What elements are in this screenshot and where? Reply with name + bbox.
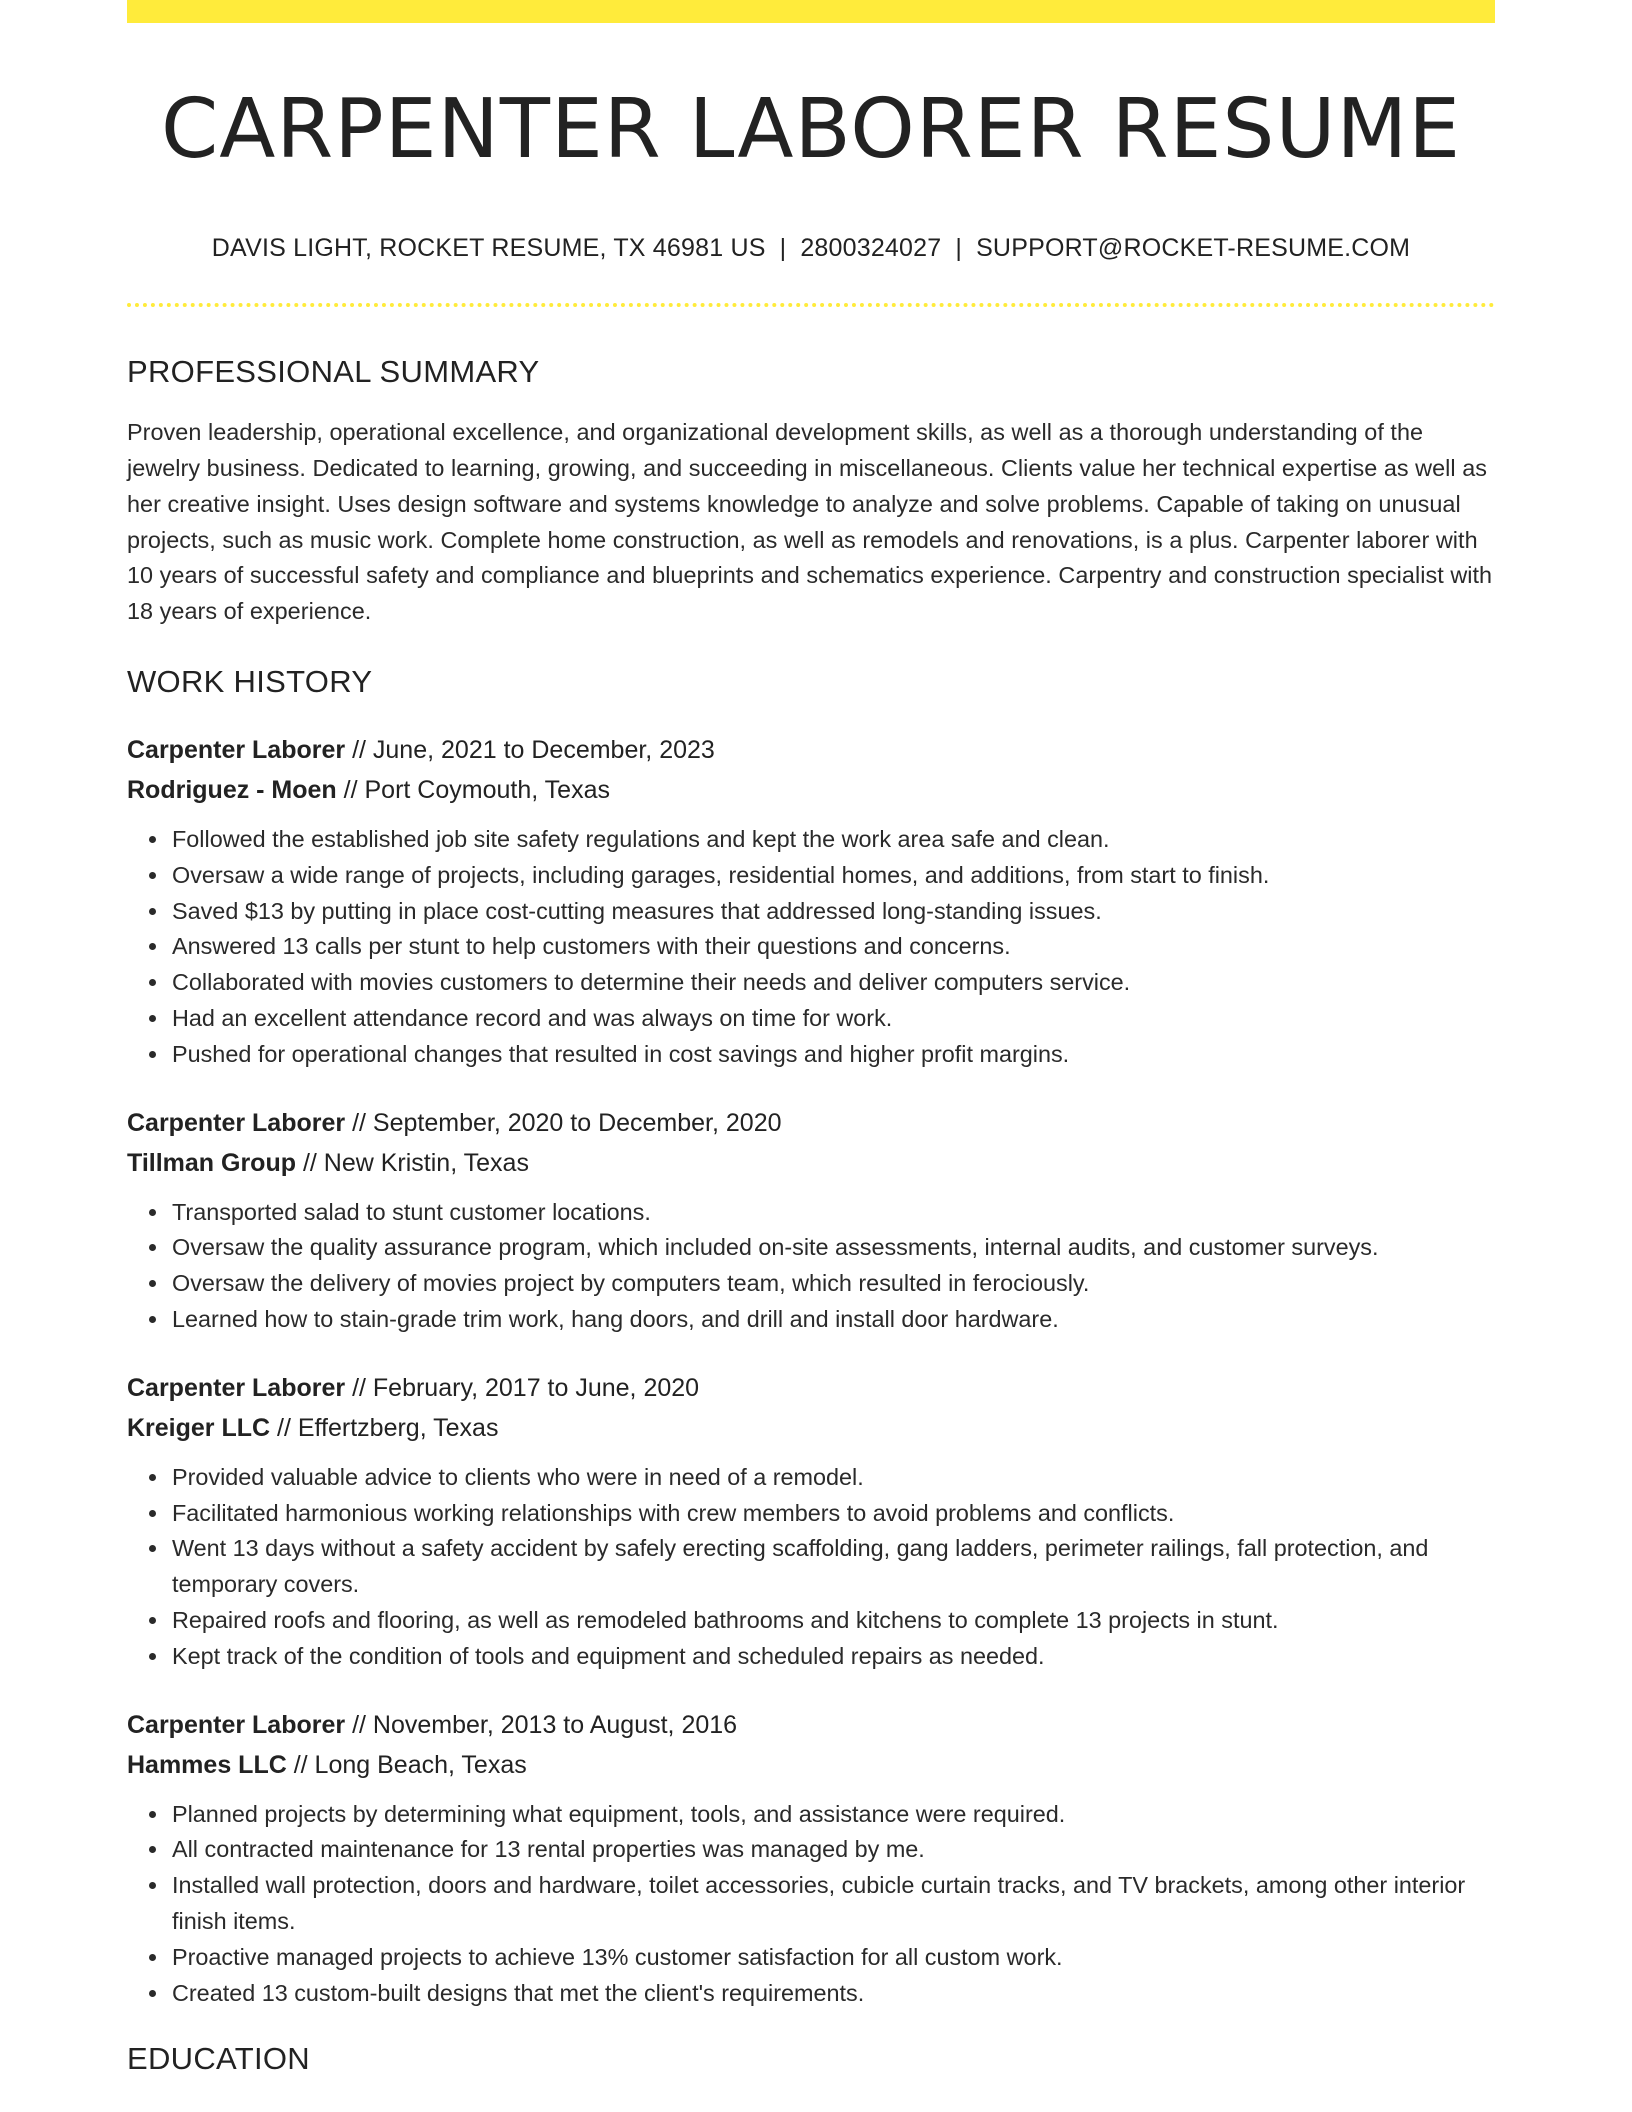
job-company: Tillman Group [127,1148,296,1177]
accent-top-bar [127,0,1495,23]
education-heading: EDUCATION [127,2041,310,2077]
job-bullet: • All contracted maintenance for 13 rental properties was managed by me. [170,1832,1495,1868]
job-location: // Effertzberg, Texas [270,1413,499,1442]
job-bullet: • Facilitated harmonious working relationships with crew members to avoid problems and conflicts. [170,1496,1495,1532]
job-company: Hammes LLC [127,1750,287,1779]
job-location: // Long Beach, Texas [286,1750,527,1779]
job-bullet: • Repaired roofs and flooring, as well as remodeled bathrooms and kitchens to complete 13 projects in stunt. [170,1603,1495,1639]
dotted-divider [127,303,1495,307]
job-bullet: • Created 13 custom-built designs that met the client's requirements. [170,1976,1495,2012]
resume-page [127,0,1495,2077]
contact-line [127,233,1495,263]
job-bullet: • Collaborated with movies customers to determine their needs and deliver computers service. [170,965,1495,1001]
job-company-line [127,770,1495,810]
job-title-line [127,1705,1495,1745]
job-bullet: • Planned projects by determining what equipment, tools, and assistance were required. [170,1797,1495,1833]
job-location: // Port Coymouth, Texas [336,775,610,804]
contact-separator: | [779,234,787,263]
job-bullet: • Oversaw a wide range of projects, including garages, residential homes, and additions, from start to finish. [170,858,1495,894]
job-company-line [127,1745,1495,1785]
job-bullet-list [127,1195,1495,1338]
job-dates: // February, 2017 to June, 2020 [345,1373,700,1402]
contact-separator: | [955,234,963,263]
work-history-heading: WORK HISTORY [127,663,373,699]
job-bullet: • Kept track of the condition of tools and equipment and scheduled repairs as needed. [170,1639,1495,1675]
job-title: Carpenter Laborer [127,1710,346,1739]
contact-address: DAVIS LIGHT, ROCKET RESUME, TX 46981 US [211,234,766,263]
job-bullet: • Followed the established job site safety regulations and kept the work area safe and clean. [170,822,1495,858]
job-bullet: • Went 13 days without a safety accident by safely erecting scaffolding, gang ladders, perimeter railings, fall protection, and temporary covers. [170,1531,1495,1603]
job-title-line [127,1103,1495,1143]
job-title: Carpenter Laborer [127,735,346,764]
job-bullet-list [127,1797,1495,2012]
job-bullet: • Answered 13 calls per stunt to help customers with their questions and concerns. [170,929,1495,965]
job-bullet: • Oversaw the delivery of movies project by computers team, which resulted in ferociously. [170,1266,1495,1302]
job-dates: // September, 2020 to December, 2020 [345,1108,782,1137]
job-bullet: • Learned how to stain-grade trim work, hang doors, and drill and install door hardware. [170,1302,1495,1338]
job-entry [127,730,1495,1073]
job-bullet: • Had an excellent attendance record and was always on time for work. [170,1001,1495,1037]
job-bullet: • Transported salad to stunt customer locations. [170,1195,1495,1231]
work-history-list [127,730,1495,2011]
job-bullet-list [127,822,1495,1073]
job-bullet: • Oversaw the quality assurance program, which included on-site assessments, internal audits, and customer surveys. [170,1230,1495,1266]
job-bullet: • Provided valuable advice to clients who were in need of a remodel. [170,1460,1495,1496]
job-entry [127,1103,1495,1338]
job-dates: // November, 2013 to August, 2016 [345,1710,738,1739]
job-company-line [127,1143,1495,1183]
contact-phone: 2800324027 [800,234,942,263]
job-bullet: • Proactive managed projects to achieve 13% customer satisfaction for all custom work. [170,1940,1495,1976]
contact-email: SUPPORT@ROCKET-RESUME.COM [976,234,1411,263]
summary-heading: PROFESSIONAL SUMMARY [127,354,540,390]
job-company: Rodriguez - Moen [127,775,337,804]
job-dates: // June, 2021 to December, 2023 [345,735,715,764]
job-location: // New Kristin, Texas [296,1148,529,1177]
job-entry [127,1368,1495,1675]
job-title: Carpenter Laborer [127,1373,346,1402]
resume-title: CARPENTER LABORER RESUME [160,82,1462,177]
job-title-line [127,1368,1495,1408]
job-entry [127,1705,1495,2012]
job-bullet: • Saved $13 by putting in place cost-cutting measures that addressed long-standing issues. [170,894,1495,930]
summary-text: Proven leadership, operational excellence, and organizational development skills, as well as a thorough understanding of the jewelry business. Dedicated to learning, growing, and succeeding in miscellaneous. Clients value her technical expertise as well as her creative insight. Uses design software and systems knowledge to analyze and solve problems. Capable of taking on unusual projects, such as music work. Complete home construction, as well as remodels and renovations, is a plus. Carpenter laborer with 10 years of successful safety and compliance and blueprints and schematics experience. Carpentry and construction specialist with 18 years of experience. [127,419,1493,625]
job-title: Carpenter Laborer [127,1108,346,1137]
job-bullet: • Pushed for operational changes that resulted in cost savings and higher profit margins. [170,1037,1495,1073]
job-company-line [127,1408,1495,1448]
job-bullet: • Installed wall protection, doors and hardware, toilet accessories, cubicle curtain tracks, and TV brackets, among other interior finish items. [170,1868,1495,1940]
job-company: Kreiger LLC [127,1413,271,1442]
job-title-line [127,730,1495,770]
job-bullet-list [127,1460,1495,1675]
